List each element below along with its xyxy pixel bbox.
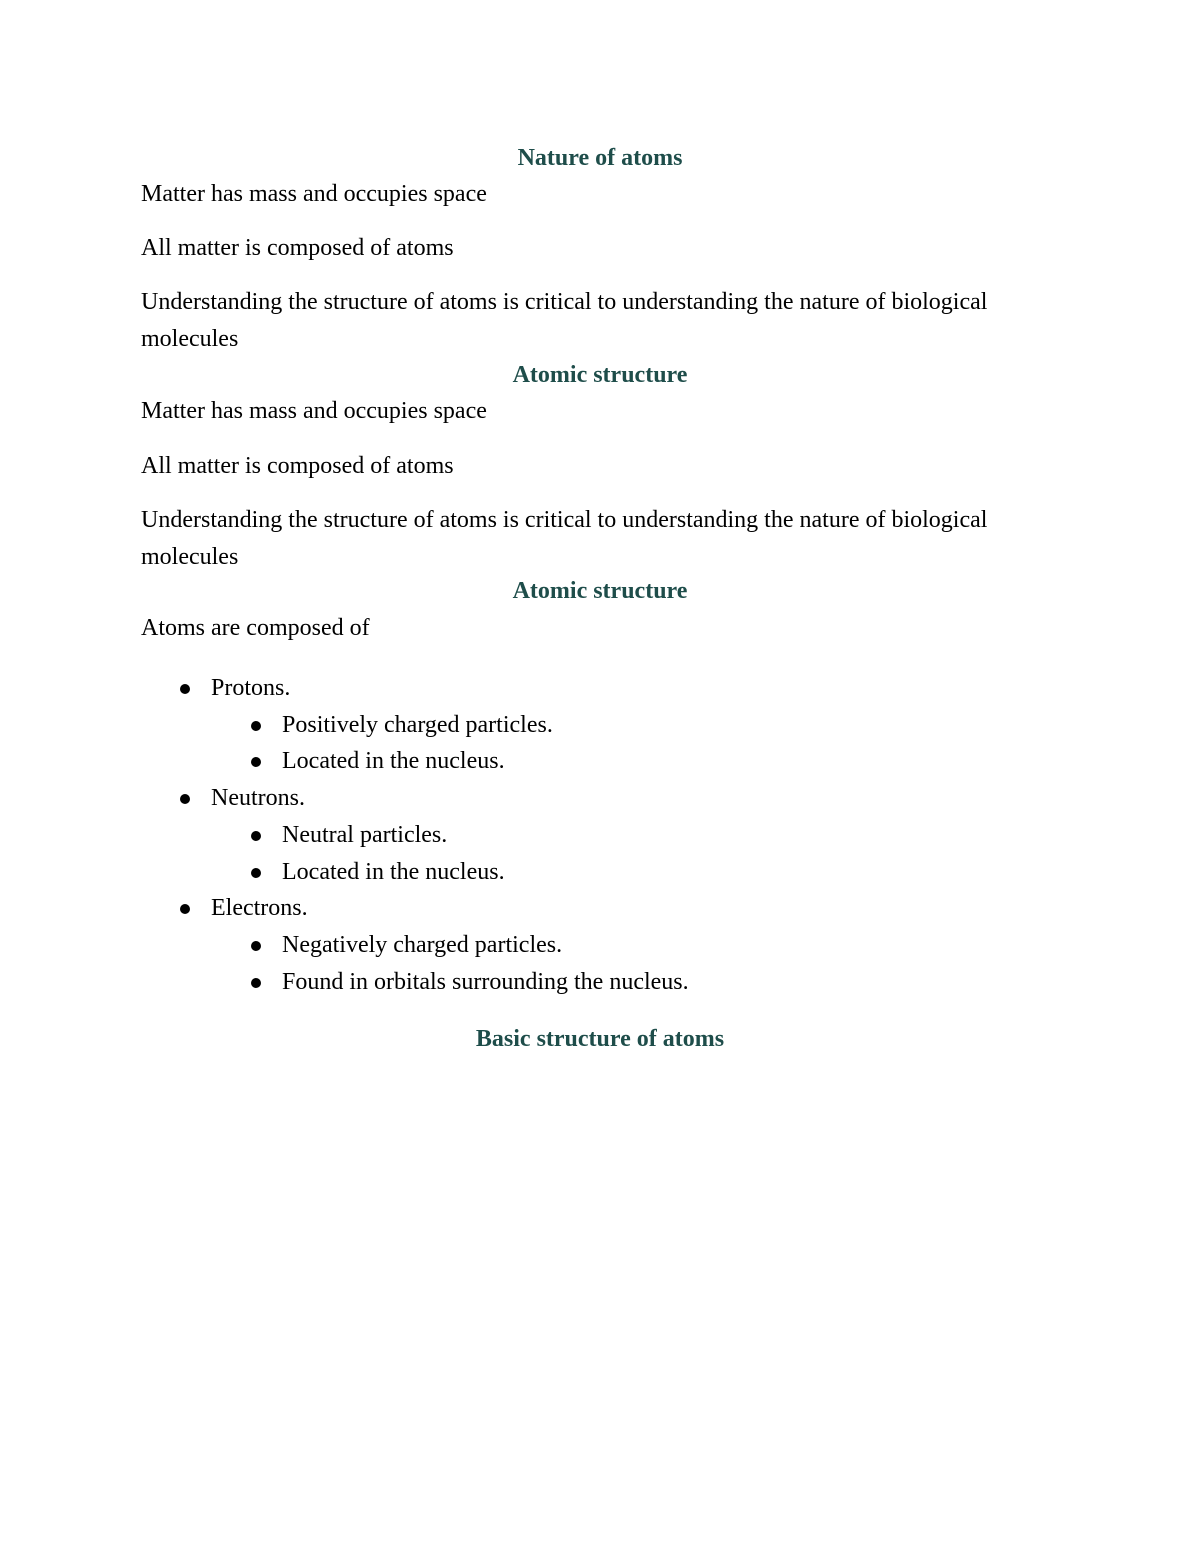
section-1-body [141, 176, 1061, 358]
paragraph: Matter has mass and occupies space [141, 398, 487, 424]
intro-text: Atoms are composed of [141, 615, 370, 641]
list-item-text: Positively charged particles. [282, 711, 553, 738]
paragraph: Matter has mass and occupies space [141, 181, 487, 207]
list-item-label: Protons. [211, 675, 291, 701]
sublist [141, 817, 1061, 890]
sublist [141, 707, 1061, 780]
paragraph: Understanding the structure of atoms is critical to understanding the nature of biological molecules [141, 507, 988, 570]
heading-atomic-structure-2: Atomic structure [512, 578, 688, 604]
list-item [141, 743, 1061, 780]
sublist [141, 927, 1061, 1000]
list-item-protons [0, 670, 1061, 780]
list-item [141, 707, 1061, 744]
heading-nature-of-atoms: Nature of atoms [517, 145, 683, 171]
list-item [141, 854, 1061, 891]
list-item-label: Neutrons. [211, 785, 305, 812]
heading-basic-structure-of-atoms: Basic structure of atoms [475, 1026, 725, 1052]
list-item-label: Electrons. [211, 895, 308, 922]
list-item-text: Neutral particles. [282, 821, 448, 848]
bullet-icon [251, 721, 261, 731]
list-item [141, 964, 1061, 1001]
list-item-electrons [0, 890, 1061, 1000]
list-item-text: Negatively charged particles. [282, 931, 563, 958]
list-item [141, 927, 1061, 964]
bullet-icon [251, 757, 261, 767]
list-item [141, 817, 1061, 854]
list-item-text: Located in the nucleus. [282, 858, 505, 885]
paragraph: All matter is composed of atoms [141, 235, 454, 261]
list-item-text: Located in the nucleus. [282, 748, 505, 775]
list-item-neutrons [0, 780, 1061, 890]
bullet-icon [251, 831, 261, 841]
bullet-icon [251, 941, 261, 951]
paragraph: Understanding the structure of atoms is critical to understanding the nature of biological molecules [141, 289, 988, 352]
particle-list [0, 670, 1061, 1000]
bullet-icon [180, 684, 190, 694]
paragraph: All matter is composed of atoms [141, 453, 454, 479]
bullet-icon [251, 978, 261, 988]
section-3-body [141, 610, 1061, 1000]
section-2-body [141, 393, 1061, 576]
list-item-text: Found in orbitals surrounding the nucleus. [282, 968, 689, 995]
heading-atomic-structure: Atomic structure [512, 362, 688, 388]
bullet-icon [251, 868, 261, 878]
